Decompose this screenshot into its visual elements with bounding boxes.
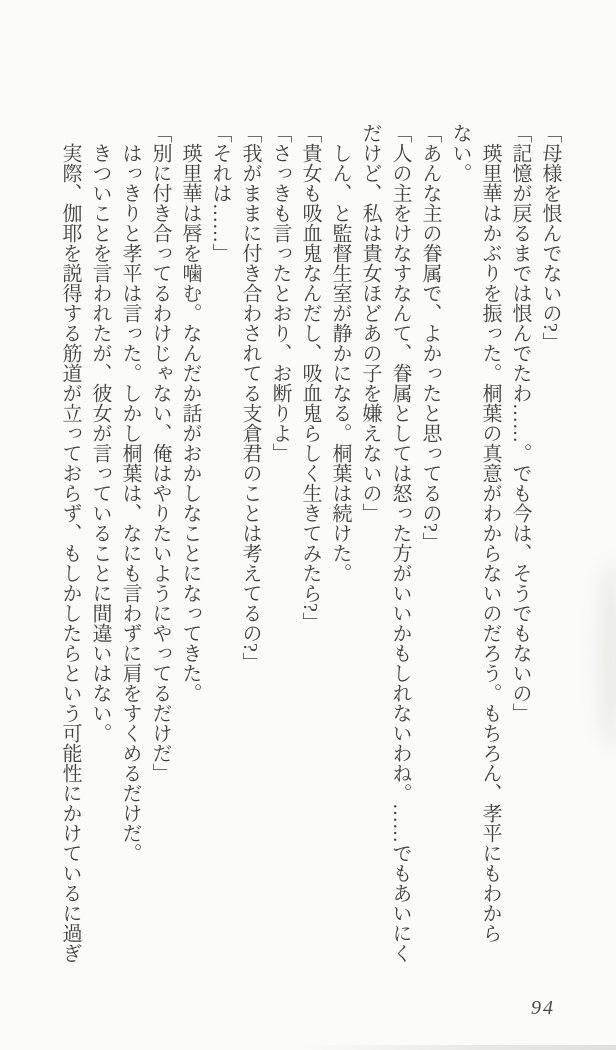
text-column: だけど、私は貴女ほどあの子を嫌えないの」 bbox=[359, 123, 381, 523]
scan-smudge bbox=[598, 560, 616, 750]
text-column: 「さっきも言ったとおり、お断りよ」 bbox=[269, 123, 291, 463]
text-column: ない。 bbox=[449, 123, 471, 183]
text-column: しん、と監督生室が静かになる。桐葉は続けた。 bbox=[329, 143, 351, 583]
text-column: 「母様を恨んでないの?」 bbox=[539, 123, 561, 352]
text-column: 瑛里華は唇を噛む。なんだか話がおかしなことになってきた。 bbox=[179, 143, 201, 703]
text-column: 「記憶が戻るまでは恨んでたわ……。でも今は、そうでもないの」 bbox=[509, 123, 531, 723]
text-column: 瑛里華はかぶりを振った。桐葉の真意がわからないのだろう。もちろん、孝平にもわから bbox=[479, 143, 501, 943]
text-column: 「貴女も吸血鬼なんだし、吸血鬼らしく生きてみたら?」 bbox=[299, 123, 321, 632]
text-column: 「あんな主の眷属で、よかったと思ってるの?」 bbox=[419, 123, 441, 552]
text-column: 実際、伽耶を説得する筋道が立っておらず、もしかしたらという可能性にかけているに過ぎ bbox=[59, 143, 81, 963]
text-column: きついことを言われたが、彼女が言っていることに間違いはない。 bbox=[89, 143, 111, 743]
text-column: 「別に付き合ってるわけじゃない、俺はやりたいようにやってるだけだ」 bbox=[149, 123, 171, 783]
text-column: はっきりと孝平は言った。しかし桐葉は、なにも言わずに肩をすくめるだけだ。 bbox=[119, 143, 141, 863]
page-number: 94 bbox=[531, 997, 555, 1019]
scan-shadow bbox=[300, 1045, 616, 1050]
text-column: 「人の主をけなすなんて、眷属としては怒った方がいいかもしれないわね。……でもあいにく bbox=[389, 123, 411, 963]
text-column: 「我がままに付き合わされてる支倉君のことは考えてるの?」 bbox=[239, 123, 261, 672]
text-column: 「それは……」 bbox=[209, 123, 231, 263]
text-area bbox=[55, 123, 565, 968]
